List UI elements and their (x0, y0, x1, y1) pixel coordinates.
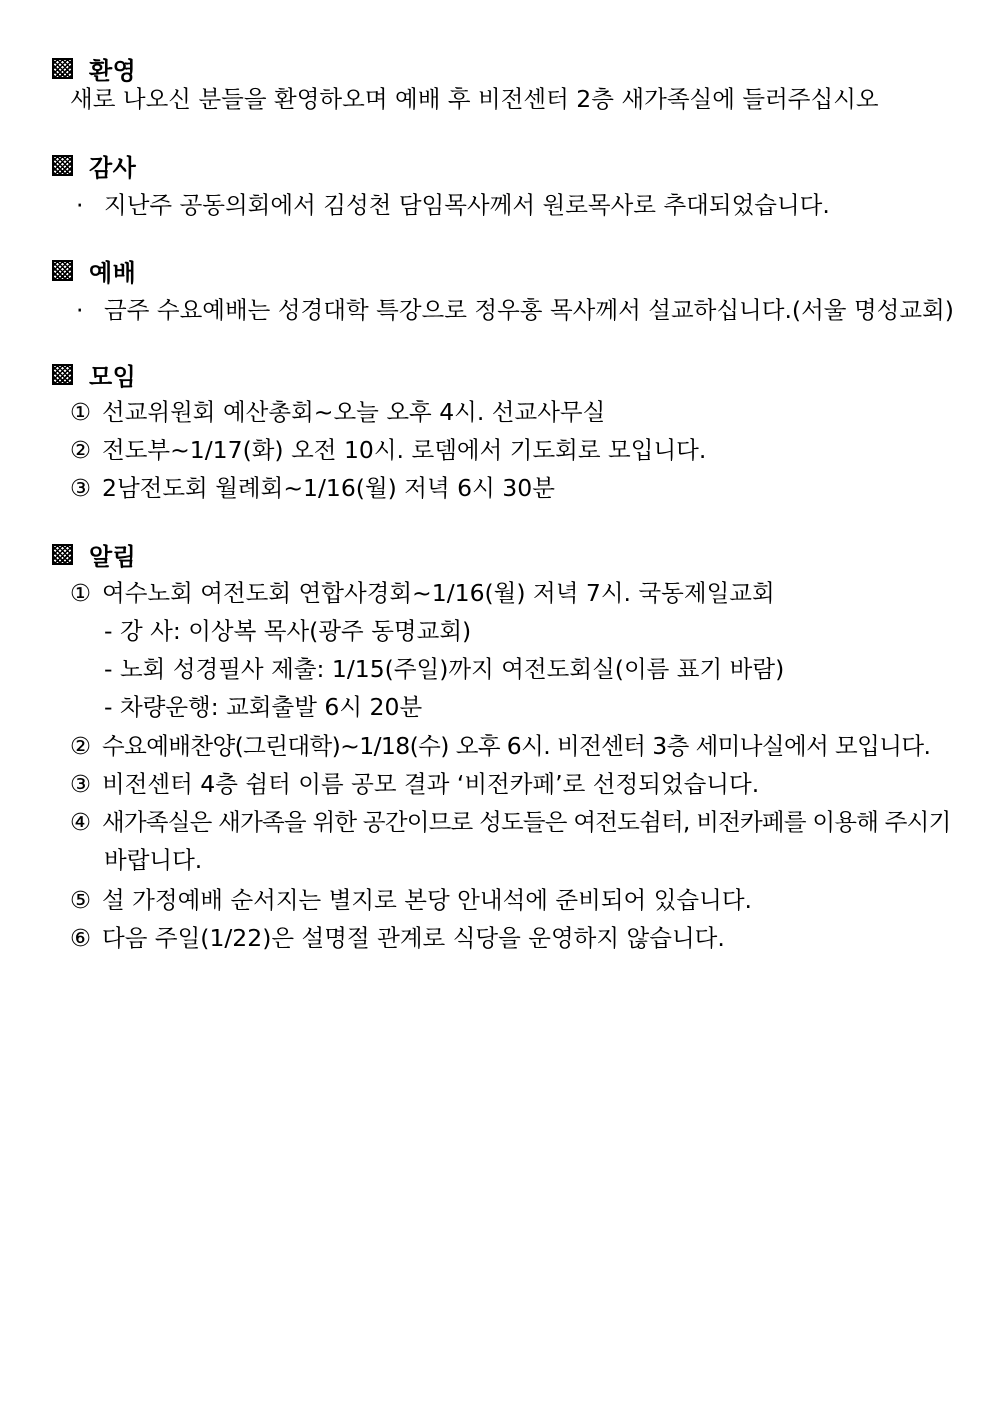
thanks-item-text: 지난주 공동의회에서 김성천 담임목사께서 원로목사로 추대되었습니다. (104, 191, 830, 219)
item-number: ③ (70, 474, 92, 502)
heading-text: 모임 (89, 362, 137, 391)
heading-text: 알림 (89, 542, 137, 571)
item-text: 수요예배찬양(그린대학)~1/18(수) 오후 6시. 비전센터 3층 세미나실에서 모입니다. (102, 732, 931, 760)
notices-item-3 (70, 767, 759, 801)
notices-item-6 (70, 921, 725, 955)
hatched-square-icon (52, 58, 73, 79)
section-heading-notices (52, 537, 136, 571)
bullet-dot: · (76, 296, 84, 324)
notices-item-1 (70, 576, 775, 610)
meetings-item-2 (70, 433, 706, 467)
worship-item (76, 293, 954, 327)
item-text: 여수노회 여전도회 연합사경회~1/16(월) 저녁 7시. 국동제일교회 (102, 579, 775, 607)
item-number: ① (70, 398, 92, 426)
notices-item-4 (70, 805, 950, 839)
meetings-item-1 (70, 395, 605, 429)
section-heading-welcome (52, 51, 136, 85)
item-number: ⑥ (70, 924, 92, 952)
notices-item-4-continuation: 바랍니다. (104, 846, 203, 874)
hatched-square-icon (52, 155, 73, 176)
item-text: 2남전도회 월례회~1/16(월) 저녁 6시 30분 (102, 474, 555, 502)
welcome-text: 새로 나오신 분들을 환영하오며 예배 후 비전센터 2층 새가족실에 들러주십시오 (70, 85, 879, 113)
thanks-item (76, 188, 830, 222)
section-heading-meetings (52, 357, 136, 391)
hatched-square-icon (52, 260, 73, 281)
worship-item-text: 금주 수요예배는 성경대학 특강으로 정우홍 목사께서 설교하십니다.(서울 명성교회) (104, 296, 954, 324)
notices-item-5 (70, 883, 752, 917)
notices-item-2 (70, 729, 930, 763)
item-number: ① (70, 579, 92, 607)
hatched-square-icon (52, 544, 73, 565)
item-text: 설 가정예배 순서지는 별지로 본당 안내석에 준비되어 있습니다. (102, 886, 752, 914)
heading-text: 환영 (89, 56, 137, 85)
section-heading-worship (52, 253, 136, 287)
notices-item-1-sub-2: - 노회 성경필사 제출: 1/15(주일)까지 여전도회실(이름 표기 바람) (104, 655, 785, 683)
heading-text: 감사 (89, 153, 137, 182)
hatched-square-icon (52, 364, 73, 385)
item-number: ② (70, 436, 92, 464)
heading-text: 예배 (89, 258, 137, 287)
item-text: 비전센터 4층 쉼터 이름 공모 결과 ‘비전카페’로 선정되었습니다. (102, 770, 760, 798)
item-text: 새가족실은 새가족을 위한 공간이므로 성도들은 여전도쉼터, 비전카페를 이용해 주시기 (102, 808, 951, 836)
item-number: ③ (70, 770, 92, 798)
item-number: ⑤ (70, 886, 92, 914)
item-number: ② (70, 732, 91, 760)
meetings-item-3 (70, 471, 555, 505)
item-text: 전도부~1/17(화) 오전 10시. 로뎀에서 기도회로 모입니다. (102, 436, 707, 464)
bullet-dot: · (76, 191, 84, 219)
section-heading-thanks (52, 148, 136, 182)
item-text: 선교위원회 예산총회~오늘 오후 4시. 선교사무실 (102, 398, 606, 426)
notices-item-1-sub-1: - 강 사: 이상복 목사(광주 동명교회) (104, 617, 472, 645)
item-text: 다음 주일(1/22)은 설명절 관계로 식당을 운영하지 않습니다. (102, 924, 725, 952)
notices-item-1-sub-3: - 차량운행: 교회출발 6시 20분 (104, 693, 423, 721)
item-number: ④ (70, 808, 91, 836)
